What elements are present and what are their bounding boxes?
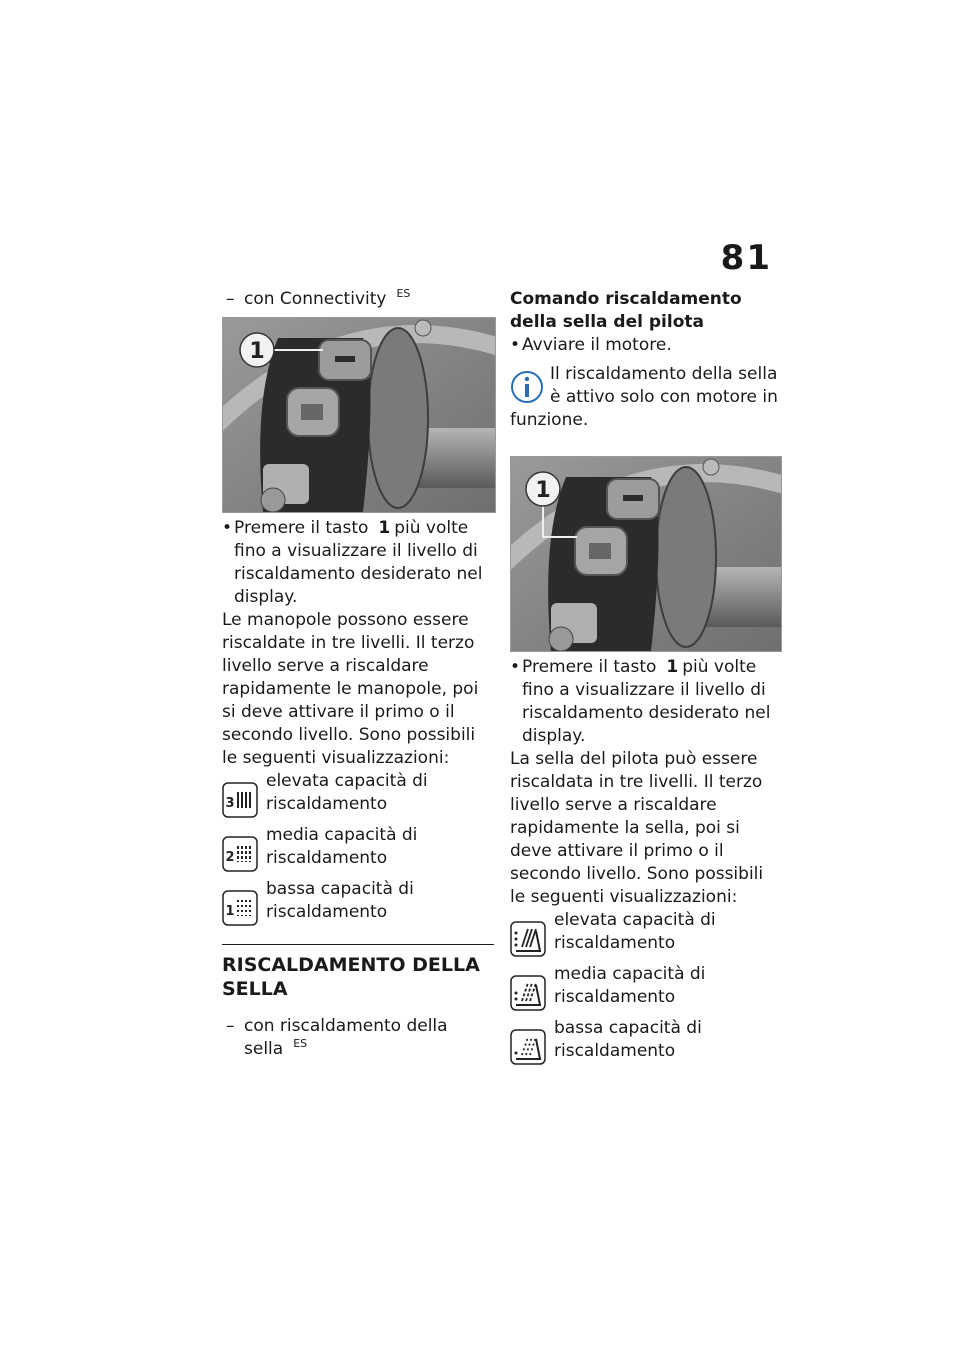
svg-text:3: 3 bbox=[225, 796, 235, 811]
level-label: bassa capacità di riscaldamento bbox=[554, 1018, 702, 1061]
option-connectivity: – con Connectivity $^{ES}$ bbox=[222, 288, 494, 311]
level-label: elevata capacità di riscaldamento bbox=[266, 771, 428, 814]
section-heading: RISCALDAMENTO DELLA SELLA bbox=[222, 954, 480, 1000]
grip-heat-level-3-icon bbox=[222, 782, 258, 818]
svg-text:1: 1 bbox=[225, 904, 235, 919]
step-start-engine: • Avviare il motore. bbox=[510, 334, 782, 357]
svg-text:2: 2 bbox=[225, 850, 235, 865]
seat-heat-level-1-icon bbox=[510, 1029, 546, 1065]
level-item bbox=[222, 824, 494, 872]
level-item bbox=[510, 909, 782, 957]
levels-description: La sella del pilota può essere riscaldata in tre livelli. Il terzo livello serve a riscaldare rapidamente la sella, poi si deve attivare il primo o il secondo livello. Sono possibili le seguenti visualizzazioni: bbox=[510, 749, 764, 907]
left-column bbox=[222, 288, 494, 1061]
level-item bbox=[222, 770, 494, 818]
seat-heating-figure bbox=[510, 456, 782, 652]
info-icon bbox=[510, 369, 544, 405]
level-item bbox=[222, 878, 494, 926]
grip-heat-level-1-icon bbox=[222, 890, 258, 926]
level-label: elevata capacità di riscaldamento bbox=[554, 910, 716, 953]
grip-levels-list bbox=[222, 770, 494, 926]
right-column bbox=[510, 288, 782, 1065]
seat-heating-heading: Comando riscaldamento della sella del pilota bbox=[510, 289, 742, 332]
step-press-button: • Premere il tasto 1 più volte fino a visualizzare il livello di riscaldamento desiderato nel display. bbox=[510, 656, 782, 748]
section-divider bbox=[222, 944, 494, 1001]
level-label: bassa capacità di riscaldamento bbox=[266, 879, 414, 922]
seat-heat-level-3-icon bbox=[510, 921, 546, 957]
page-number: 81 bbox=[720, 238, 772, 278]
figure-callout: 1 bbox=[535, 478, 551, 503]
grip-heat-level-2-icon bbox=[222, 836, 258, 872]
option-seat-heating: – con riscaldamento della sella $^{ES}$ bbox=[222, 1015, 494, 1061]
level-item bbox=[510, 1017, 782, 1065]
figure-callout: 1 bbox=[249, 339, 265, 364]
seat-levels-list bbox=[510, 909, 782, 1065]
level-item bbox=[510, 963, 782, 1011]
levels-description: Le manopole possono essere riscaldate in tre livelli. Il terzo livello serve a riscaldare rapidamente le manopole, poi si deve attivare il primo o il secondo livello. Sono possibili le seguenti visualizzazioni: bbox=[222, 610, 479, 768]
level-label: media capacità di riscaldamento bbox=[554, 964, 706, 1007]
step-press-button: • Premere il tasto 1 più volte fino a visualizzare il livello di riscaldamento desiderato nel display. bbox=[222, 517, 494, 609]
info-note: Il riscaldamento della sella è attivo solo con motore in funzione. bbox=[510, 364, 778, 430]
level-label: media capacità di riscaldamento bbox=[266, 825, 418, 868]
grip-heating-figure bbox=[222, 317, 496, 513]
seat-heat-level-2-icon bbox=[510, 975, 546, 1011]
